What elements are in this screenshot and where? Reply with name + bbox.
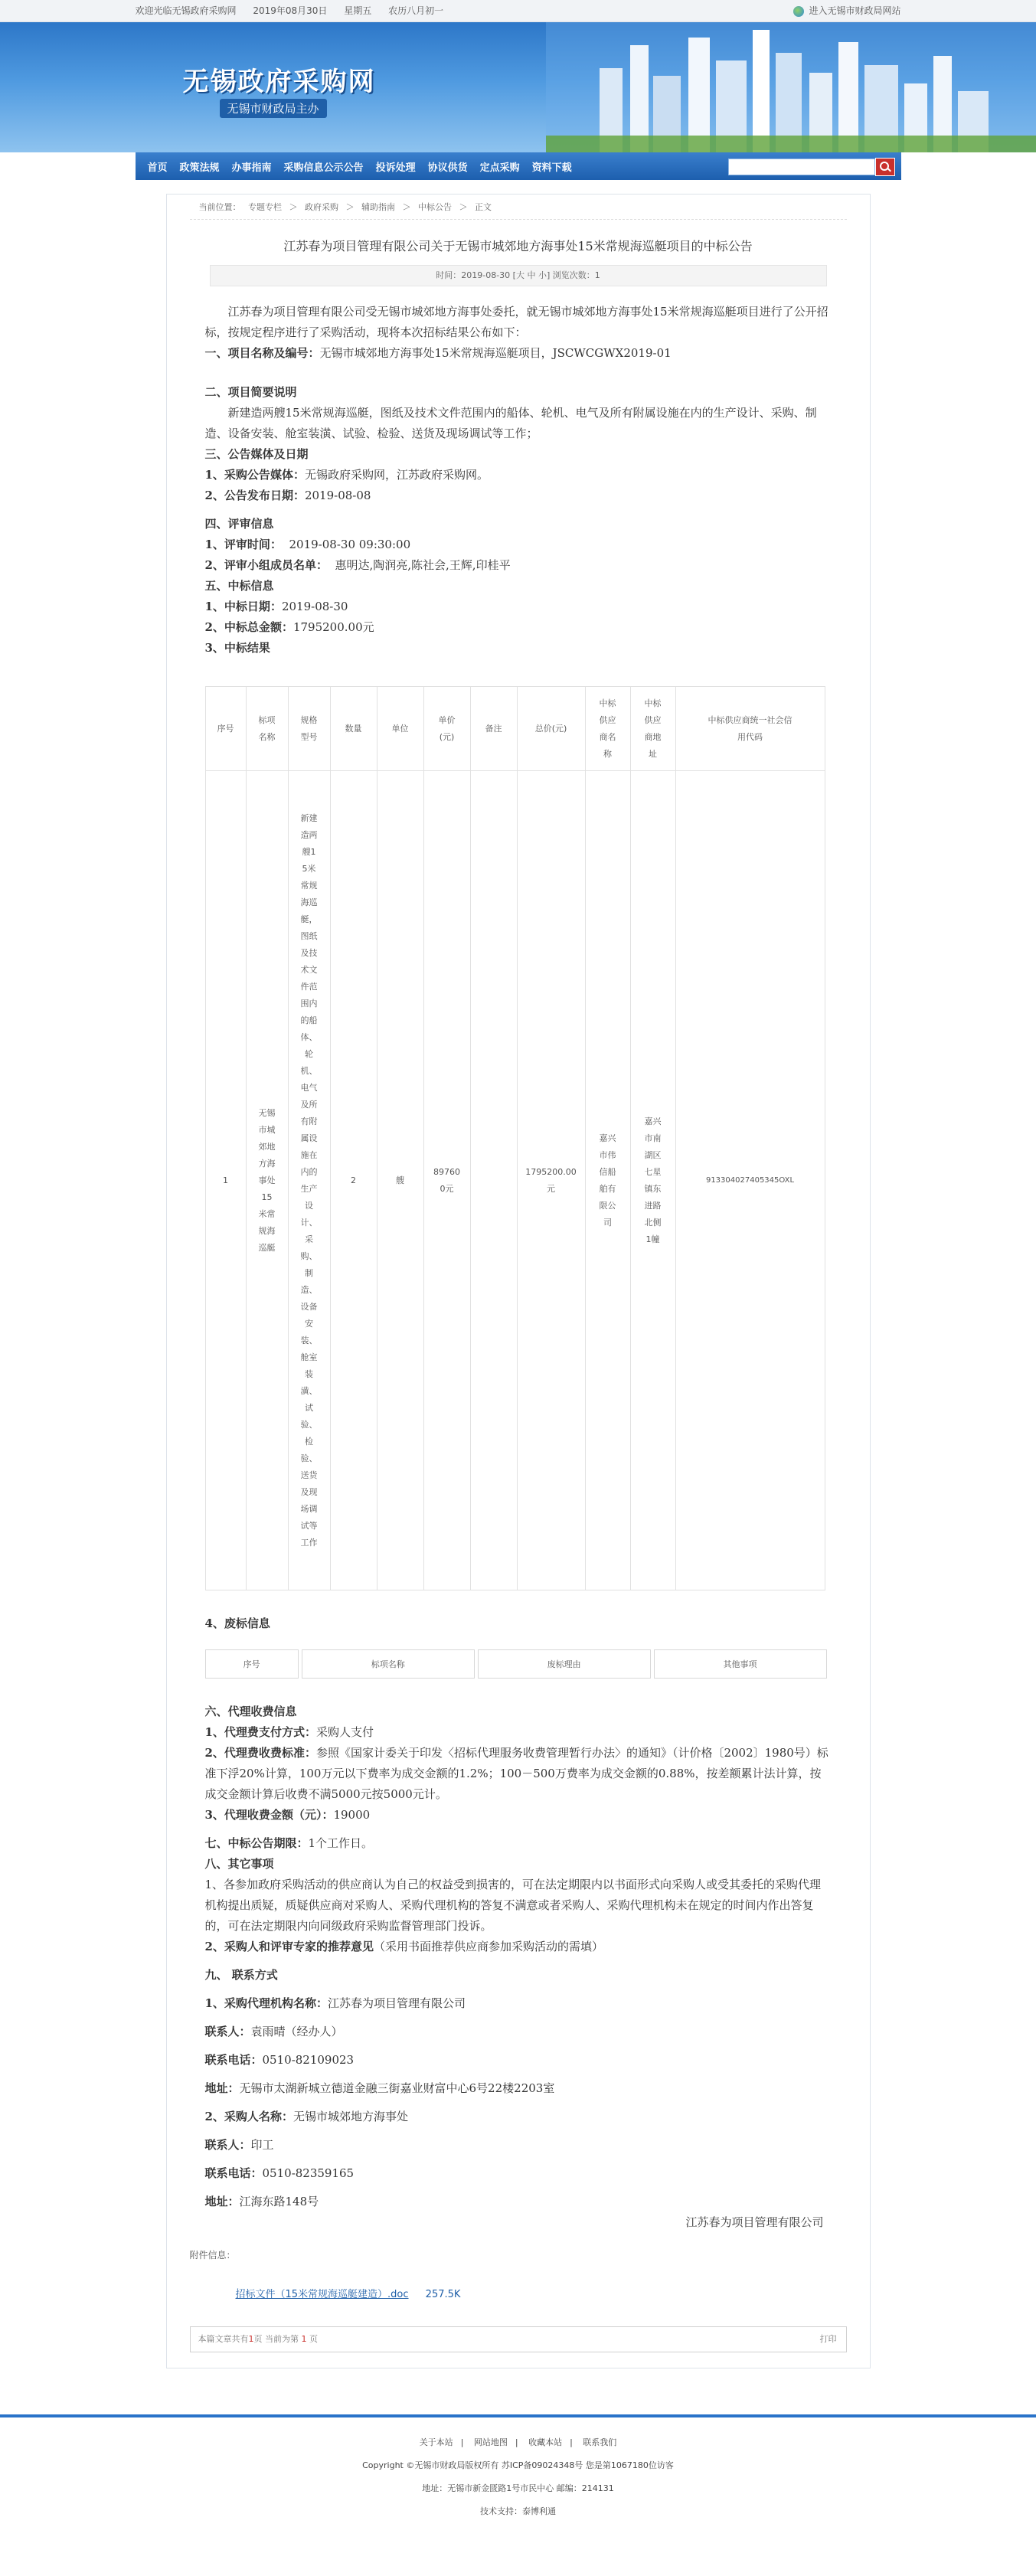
breadcrumb-sep: ＞ [289, 202, 298, 212]
field-label: 1、采购公告媒体： [204, 468, 305, 482]
agency-name-line [205, 1993, 832, 2014]
section-heading-text: 八、其它事项 [204, 1857, 274, 1871]
table-cell: 艘 [377, 771, 423, 1590]
section-heading-text: 五、中标信息 [204, 579, 274, 593]
field-label: 2、公告发布日期： [204, 489, 305, 502]
section-heading-text: 三、公告媒体及日期 [204, 447, 309, 461]
attachment-item [236, 2286, 847, 2300]
nav-item-policy[interactable]: 政策法规 [179, 162, 220, 174]
field-label: 2、采购人名称： [204, 2110, 293, 2123]
footer-link-about[interactable]: 关于本站 [419, 2437, 453, 2447]
header-text: 中标供应商统一社会信用代码 [708, 714, 793, 742]
site-title: 无锡政府采购网 [182, 67, 376, 97]
section-heading [205, 576, 832, 597]
section-heading-text: 六、代理收费信息 [204, 1705, 297, 1718]
pager-total: 1 [248, 2334, 254, 2344]
media-line [205, 465, 832, 485]
purchaser-phone-line [205, 2163, 832, 2184]
table-header-cell: 序号 [205, 1649, 299, 1679]
section-heading-text: 3、中标结果 [204, 641, 270, 655]
table-cell [470, 771, 517, 1590]
field-value: 1个工作日。 [308, 1836, 374, 1850]
nav-item-announcements[interactable]: 采购信息公示公告 [283, 162, 364, 174]
section-heading [205, 1965, 832, 1986]
field-value: 2019-08-30 09:30:00 [289, 538, 411, 551]
fee-standard-line [205, 1743, 832, 1805]
field-label: 七、中标公告期限： [204, 1836, 309, 1850]
section-heading [205, 382, 832, 403]
search-input[interactable] [728, 159, 875, 175]
field-label: 联系电话： [204, 2166, 263, 2180]
cell-text: 新建造两艘15米常规海巡艇，图纸及技术文件范围内的船体、轮机、电气及所有附属设施在内的生产设计、采购、制造、设备安装、舱室装潢、试验、检验、送货及现场调试等工作 [300, 812, 318, 1548]
header-text: 中标供应商名称 [599, 698, 616, 759]
breadcrumb-label: 当前位置： [198, 202, 241, 212]
nav-item-home[interactable]: 首页 [147, 162, 168, 174]
purchaser-contact-line [205, 2135, 832, 2156]
notice-period-line [205, 1833, 832, 1854]
award-amount-line [205, 617, 832, 638]
field-label: 1、采购代理机构名称： [204, 1996, 328, 2010]
purchaser-name-line [205, 2107, 832, 2127]
section-heading-text: 4、废标信息 [204, 1617, 270, 1630]
table-header-row [205, 1649, 827, 1679]
attachment-size: 257.5K [425, 2289, 461, 2300]
section-heading [205, 1702, 832, 1722]
signature: 江苏春为项目管理有限公司 [685, 2215, 824, 2229]
section-heading-text: 四、评审信息 [204, 517, 274, 531]
field-label: 2、代理费收费标准： [204, 1746, 316, 1760]
header-text: 标项名称 [258, 714, 276, 742]
award-result-table [205, 686, 825, 1590]
field-value: 无锡市城郊地方海事处 [292, 2110, 408, 2123]
intro-paragraph: 江苏春为项目管理有限公司受无锡市城郊地方海事处委托，就无锡市城郊地方海事处15米常规海巡艇项目进行了公开招标，按规定程序进行了采购活动，现将本次招标结果公布如下： [204, 305, 828, 339]
pager-text: 本篇文章共有 [198, 2334, 249, 2344]
table-header-cell [675, 687, 825, 771]
field-value: 2019-08-30 [281, 600, 348, 613]
table-cell: 2 [330, 771, 377, 1590]
table-header-cell [585, 687, 630, 771]
field-value: 印工 [250, 2138, 274, 2152]
attachment-link[interactable]: 招标文件（15米常规海巡艇建造）.doc [235, 2289, 409, 2300]
footer-copyright: Copyright ©无锡市财政局版权所有 苏ICP备09024348号 您是第1067180位访客 [362, 2460, 674, 2470]
top-bar [0, 0, 1036, 22]
field-value: 1795200.00元 [292, 620, 374, 634]
field-label: 联系人： [204, 2138, 251, 2152]
field-value: 19000 [333, 1808, 371, 1822]
complaint-notice: 1、各参加政府采购活动的供应商认为自己的权益受到损害的，可在法定期限内以书面形式向采购人或受其委托的采购代理机构提出质疑，质疑供应商对采购人、采购代理机构的答复不满意或者采购人、采购代理机构未在规定的时间内作出答复的，可在法定期限内向同级政府采购监督管理部门投诉。 [204, 1878, 822, 1933]
nav-item-designated-purchase[interactable]: 定点采购 [479, 162, 520, 174]
breadcrumb-item-special[interactable]: 专题专栏 [248, 202, 282, 212]
cell-text: 913304027405345OXL [705, 1175, 795, 1185]
failed-bid-table [202, 1649, 830, 1679]
cell-text: 1795200.00元 [525, 1166, 577, 1194]
header-text: 单价(元) [438, 714, 456, 742]
breadcrumb-sep: ＞ [402, 202, 411, 212]
footer-link-contact[interactable]: 联系我们 [583, 2437, 617, 2447]
footer-support: 技术支持：泰博利通 [480, 2506, 556, 2516]
field-label: 2、采购人和评审专家的推荐意见 [204, 1940, 374, 1953]
attachment-label: 附件信息： [189, 2250, 236, 2261]
table-header-row [205, 687, 825, 771]
section-heading [205, 638, 832, 659]
table-header-cell: 备注 [470, 687, 517, 771]
table-cell [246, 771, 288, 1590]
table-header-cell [246, 687, 288, 771]
table-cell [288, 771, 330, 1590]
site-footer [0, 2414, 1036, 2523]
section-heading-text: 九、 联系方式 [204, 1968, 278, 1982]
breadcrumb-sep: ＞ [459, 202, 468, 212]
finance-bureau-link-label: 进入无锡市财政局网站 [809, 5, 901, 16]
fee-amount-line [205, 1805, 832, 1826]
field-label: 1、评审时间： [204, 538, 282, 551]
field-value: （采用书面推荐供应商参加采购活动的需填） [373, 1940, 603, 1953]
field-label: 地址： [204, 2195, 240, 2208]
nav-item-agreement-supply[interactable]: 协议供货 [427, 162, 468, 174]
main-nav [136, 152, 901, 180]
section-project-name [205, 343, 832, 364]
field-value: 0510-82109023 [262, 2053, 355, 2067]
agency-phone-line [205, 2050, 832, 2071]
pager-text: 页 当前为第 [253, 2334, 299, 2344]
table-header-cell [288, 687, 330, 771]
review-members-line [205, 555, 832, 576]
pager [190, 2326, 847, 2352]
field-label: 2、评审小组成员名单： [204, 558, 328, 572]
section-heading [205, 1854, 832, 1875]
search-button[interactable] [875, 158, 895, 176]
pager-current: 1 [301, 2334, 307, 2344]
table-header-cell: 其他事项 [654, 1649, 827, 1679]
table-cell [585, 771, 630, 1590]
field-label: 1、代理费支付方式： [204, 1725, 316, 1739]
field-value: 2019-08-08 [304, 489, 371, 502]
fee-payment-line [205, 1722, 832, 1743]
breadcrumb-item-procurement[interactable]: 政府采购 [305, 202, 338, 212]
article-container [166, 194, 871, 2368]
nav-item-guide[interactable]: 办事指南 [231, 162, 272, 174]
header-text: 规格型号 [300, 714, 318, 742]
print-button[interactable]: 打印 [819, 2334, 837, 2344]
field-value: 无锡市太湖新城立德道金融三街嘉业财富中心6号22楼2203室 [239, 2081, 555, 2095]
field-value: 惠明达,陶润亮,陈社会,王辉,印桂平 [335, 558, 511, 572]
table-cell [517, 771, 585, 1590]
award-date-line [205, 597, 832, 617]
globe-icon [793, 6, 804, 17]
site-subtitle: 无锡市财政局主办 [220, 99, 327, 118]
footer-address: 地址：无锡市新金匮路1号市民中心 邮编：214131 [422, 2483, 614, 2493]
lunar-date-text: 农历八月初一 [388, 5, 444, 16]
agency-contact-line [205, 2022, 832, 2042]
table-header-cell: 单位 [377, 687, 423, 771]
publish-date-line [205, 485, 832, 506]
header-text: 中标供应商地址 [644, 698, 662, 759]
pager-text: 页 [309, 2334, 318, 2344]
recommendation-line [205, 1937, 832, 1957]
breadcrumb-item-award[interactable]: 中标公告 [418, 202, 452, 212]
project-description: 新建造两艘15米常规海巡艇，图纸及技术文件范围内的船体、轮机、电气及所有附属设施在内的生产设计、采购、制造、设备安装、舱室装潢、试验、检验、送货及现场调试等工作； [204, 406, 817, 440]
nav-item-downloads[interactable]: 资料下载 [531, 162, 572, 174]
footer-link-bookmark[interactable]: 收藏本站 [528, 2437, 563, 2447]
field-label: 1、中标日期： [204, 600, 282, 613]
agency-address-line [205, 2078, 832, 2099]
purchaser-address-line [205, 2192, 832, 2212]
site-banner [0, 22, 1036, 152]
cell-text: 嘉兴市南湖区七星镇东进路北侧1幢 [644, 1116, 662, 1244]
finance-bureau-link[interactable] [793, 0, 900, 21]
field-value: 参照《国家计委关于印发〈招标代理服务收费管理暂行办法〉的通知》（计价格〔2002〕1980号）标准下浮20%计算，100万元以下费率为成交金额的1.2%；100－500万费率为成交金额的0.88%，按差额累计法计算，按成交金额计算后收费不满5000元按5000元计。 [204, 1746, 828, 1801]
footer-links: 关于本站 | 网站地图 | 收藏本站 | 联系我们 [419, 2437, 617, 2447]
section-heading [205, 514, 832, 534]
breadcrumb-sep: ＞ [345, 202, 355, 212]
field-value: 袁雨晴（经办人） [250, 2025, 343, 2038]
breadcrumb [190, 195, 847, 220]
section-value: 无锡市城郊地方海事处15米常规海巡艇项目，JSCWCGWX2019-01 [319, 346, 672, 360]
table-header-cell [630, 687, 675, 771]
date-text: 2019年08月30日 [253, 5, 328, 16]
footer-link-sitemap[interactable]: 网站地图 [473, 2437, 508, 2447]
welcome-text: 欢迎光临无锡政府采购网 [135, 5, 237, 16]
article-title: 江苏春为项目管理有限公司关于无锡市城郊地方海事处15米常规海巡艇项目的中标公告 [283, 239, 753, 253]
field-value: 无锡政府采购网，江苏政府采购网。 [304, 468, 489, 482]
field-value: 采购人支付 [315, 1725, 374, 1739]
table-cell [630, 771, 675, 1590]
field-value: 江苏春为项目管理有限公司 [327, 1996, 466, 2010]
table-row [205, 771, 825, 1590]
field-label: 2、中标总金额： [204, 620, 293, 634]
table-header-cell: 废标理由 [478, 1649, 651, 1679]
table-cell [423, 771, 470, 1590]
table-header-cell: 序号 [205, 687, 246, 771]
cell-text: 无锡市城郊地方海事处15米常规海巡艇 [258, 1107, 276, 1253]
section-heading: 一、项目名称及编号： [204, 346, 320, 360]
nav-item-complaints[interactable]: 投诉处理 [375, 162, 416, 174]
breadcrumb-item-guide[interactable]: 辅助指南 [361, 202, 395, 212]
field-label: 联系电话： [204, 2053, 263, 2067]
article-body [190, 302, 847, 2233]
field-value: 江海东路148号 [239, 2195, 319, 2208]
article-meta: 时间：2019-08-30 [大 中 小] 浏览次数：1 [210, 265, 827, 286]
breadcrumb-item-current: 正文 [475, 202, 492, 212]
table-cell [675, 771, 825, 1590]
field-label: 地址： [204, 2081, 240, 2095]
table-header-cell [423, 687, 470, 771]
cell-text: 897600元 [433, 1166, 460, 1194]
table-cell: 1 [205, 771, 246, 1590]
review-time-line [205, 534, 832, 555]
weekday-text: 星期五 [344, 5, 372, 16]
table-header-cell: 总价(元) [517, 687, 585, 771]
cell-text: 嘉兴市伟信船舶有限公司 [599, 1133, 616, 1228]
section-heading-text: 二、项目简要说明 [204, 385, 297, 399]
field-label: 联系人： [204, 2025, 251, 2038]
table-header-cell: 数量 [330, 687, 377, 771]
section-heading [205, 1613, 832, 1634]
field-label: 3、代理收费金额（元）： [204, 1808, 334, 1822]
table-header-cell: 标项名称 [302, 1649, 475, 1679]
section-heading [205, 444, 832, 465]
field-value: 0510-82359165 [262, 2166, 355, 2180]
